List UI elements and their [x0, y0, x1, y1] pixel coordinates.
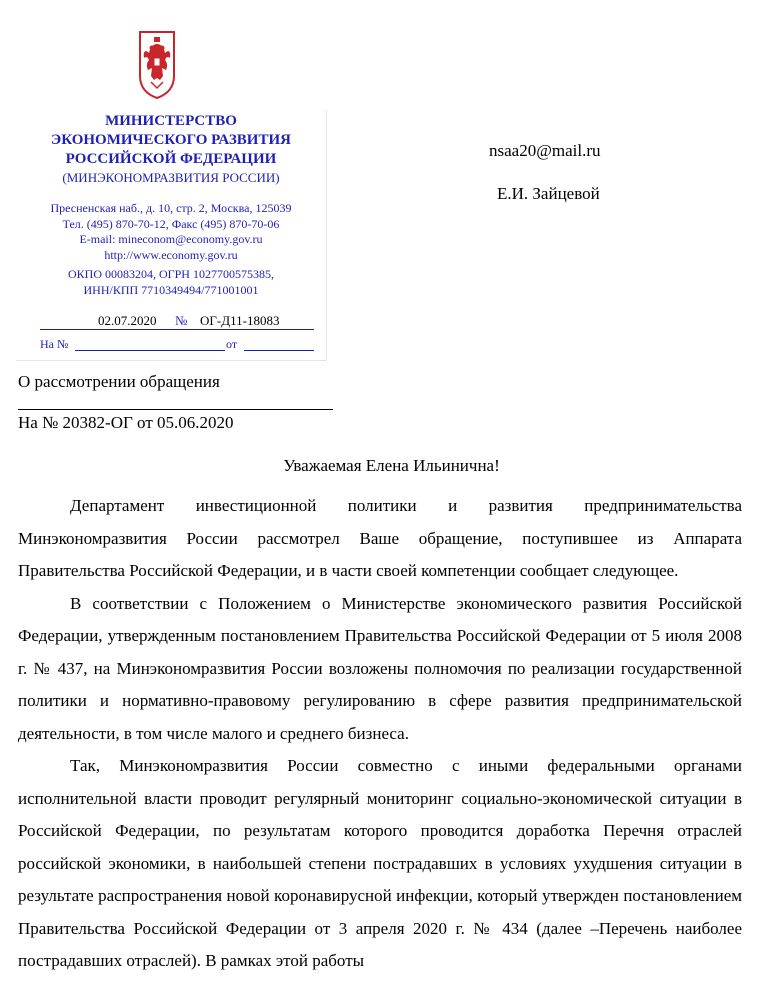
letter-reference: На № 20382-ОГ от 05.06.2020	[18, 413, 234, 432]
ministry-codes	[16, 267, 326, 298]
body-paragraph: В соответствии с Положением о Министерстве экономического развития Российской Федерации, утвержденным постановлением Правительства Российской Федерации от 5 июля 2008 г. № 437, на Минэкономразвития России возложены полномочия по реализации государственной политики и нормативно-правовому регулированию в сфере развития предпринимательской деятельности, в том числе малого и среднего бизнеса.	[18, 593, 742, 743]
ministry-phone: Тел. (495) 870-70-12, Факс (495) 870-70-06	[62, 216, 280, 231]
registration-number: ОГ-Д11-18083	[200, 313, 280, 328]
registration-line	[40, 312, 314, 330]
incoming-from-label: от	[226, 337, 238, 351]
subject-divider	[18, 409, 333, 410]
body-paragraph: Так, Минэкономразвития России совместно с иными федеральными органами исполнительной власти проводит регулярный мониторинг социально-экономической ситуации в Российской Федерации, по результатам которого проводится доработка Перечня отраслей российской экономики, в наибольшей степени пострадавших в условиях ухудшения ситуации в результате распространения новой коронавирусной инфекции, который утвержден постановлением Правительства Российской Федерации от 3 апреля 2020 г. № 434 (далее –Перечень наиболее пострадавших отраслей). В рамках этой работы	[18, 756, 742, 971]
ministry-website: http://www.economy.gov.ru	[104, 247, 238, 262]
letter-greeting: Уважаемая Елена Ильинична!	[283, 456, 500, 475]
ministry-address: Пресненская наб., д. 10, стр. 2, Москва, 125039	[50, 201, 292, 215]
incoming-number-label: На №	[40, 337, 69, 351]
ministry-title-line: РОССИЙСКОЙ ФЕДЕРАЦИИ	[65, 151, 277, 167]
ministry-email: E-mail: mineconom@economy.gov.ru	[79, 232, 263, 246]
ministry-codes-line: ИНН/КПП 7710349494/771001001	[83, 282, 259, 297]
letter-subject: О рассмотрении обращения	[18, 372, 220, 391]
russian-coat-of-arms-icon	[137, 28, 177, 102]
ministry-codes-line: ОКПО 00083204, ОГРН 1027700575385,	[68, 267, 274, 281]
incoming-date-blank	[244, 350, 314, 351]
letter-body	[18, 490, 742, 978]
letterhead-block	[16, 110, 327, 361]
ministry-contacts	[16, 201, 326, 263]
ministry-title-line: МИНИСТЕРСТВО	[105, 113, 237, 129]
recipient-email: nsaa20@mail.ru	[489, 141, 601, 160]
incoming-reference-line	[40, 338, 314, 352]
registration-number-label: №	[175, 313, 188, 328]
ministry-short-name: (МИНЭКОНОМРАЗВИТИЯ РОССИИ)	[62, 170, 280, 185]
ministry-title	[16, 112, 326, 169]
registration-date: 02.07.2020	[98, 313, 157, 328]
body-paragraph: Департамент инвестиционной политики и развития предпринимательства Минэкономразвития России рассмотрел Ваше обращение, поступившее из Аппарата Правительства Российской Федерации, и в части своей компетенции сообщает следующее.	[18, 496, 742, 580]
incoming-number-blank	[75, 350, 225, 351]
ministry-title-line: ЭКОНОМИЧЕСКОГО РАЗВИТИЯ	[51, 132, 291, 148]
recipient-name: Е.И. Зайцевой	[497, 184, 600, 203]
